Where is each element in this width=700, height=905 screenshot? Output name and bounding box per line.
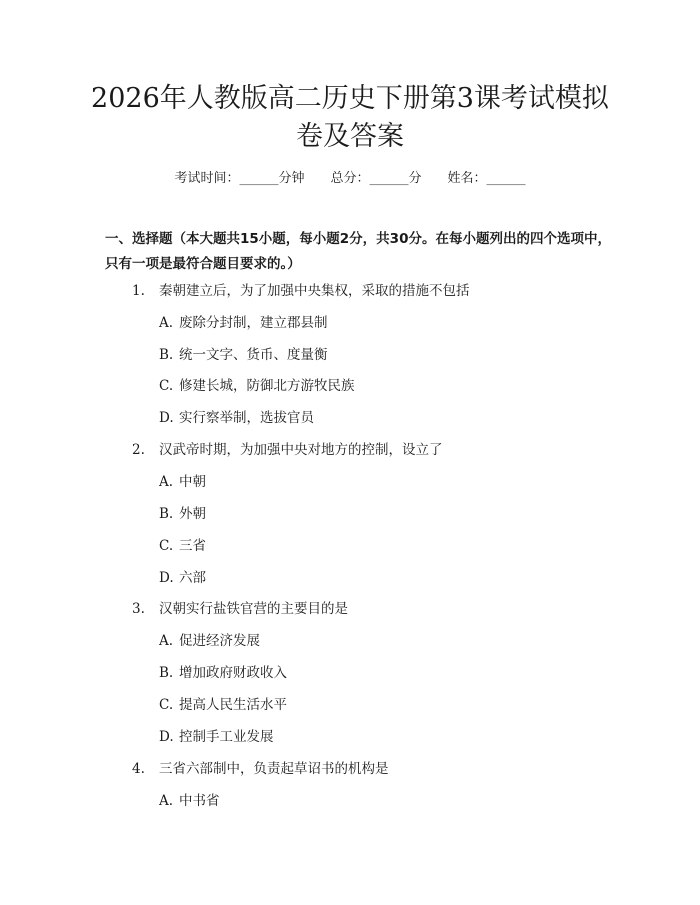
question-text: 秦朝建立后，为了加强中央集权，采取的措施不包括: [159, 283, 470, 299]
question-2-option-a: [159, 472, 206, 492]
question-3-option-c: [159, 695, 287, 715]
option-text: 中书省: [179, 793, 220, 809]
option-text: 修建长城，防御北方游牧民族: [179, 378, 355, 394]
question-2: [132, 440, 443, 460]
question-3: [132, 599, 348, 619]
question-1-option-a: [159, 313, 328, 333]
option-text: 控制手工业发展: [179, 729, 274, 745]
question-text: 汉朝实行盐铁官营的主要目的是: [159, 601, 348, 617]
question-text: 汉武帝时期，为加强中央对地方的控制，设立了: [159, 442, 443, 458]
question-1: [132, 281, 470, 301]
option-letter: B.: [159, 506, 174, 522]
question-1-option-d: [159, 408, 314, 428]
option-text: 废除分封制，建立郡县制: [179, 315, 328, 331]
option-text: 外朝: [179, 506, 206, 522]
question-1-option-b: [159, 345, 328, 365]
option-letter: D.: [159, 570, 174, 586]
question-3-option-d: [159, 727, 274, 747]
option-letter: A.: [159, 633, 174, 649]
question-number: 4.: [132, 761, 145, 777]
option-letter: D.: [159, 729, 174, 745]
option-letter: B.: [159, 347, 174, 363]
option-text: 六部: [179, 570, 206, 586]
option-text: 中朝: [179, 474, 206, 490]
student-name-field: 姓名：______: [447, 171, 526, 186]
option-letter: A.: [159, 315, 174, 331]
option-text: 三省: [179, 538, 206, 554]
question-2-option-b: [159, 504, 206, 524]
option-letter: C.: [159, 378, 174, 394]
option-letter: C.: [159, 538, 174, 554]
option-text: 统一文字、货币、度量衡: [179, 347, 328, 363]
option-letter: B.: [159, 665, 174, 681]
option-text: 增加政府财政收入: [179, 665, 287, 681]
question-1-option-c: [159, 376, 355, 396]
option-letter: D.: [159, 410, 174, 426]
section-heading: 一、选择题（本大题共15小题，每小题2分，共30分。在每小题列出的四个选项中，只有一项是最符合题目要求的。）: [105, 231, 611, 272]
option-letter: A.: [159, 474, 174, 490]
question-3-option-b: [159, 663, 287, 683]
exam-title-line-1: 2026年人教版高二历史下册第3课考试模拟: [91, 83, 609, 114]
question-4: [132, 759, 389, 779]
question-4-option-a: [159, 791, 220, 811]
option-text: 促进经济发展: [179, 633, 260, 649]
question-2-option-d: [159, 568, 206, 588]
option-letter: C.: [159, 697, 174, 713]
question-number: 1.: [132, 283, 145, 299]
question-text: 三省六部制中，负责起草诏书的机构是: [159, 761, 389, 777]
exam-title-line-2: 卷及答案: [296, 121, 404, 152]
total-score-field: 总分：______分: [330, 171, 422, 186]
exam-time-field: 考试时间：______分钟: [174, 171, 305, 186]
question-2-option-c: [159, 536, 206, 556]
option-letter: A.: [159, 793, 174, 809]
question-number: 3.: [132, 601, 145, 617]
question-number: 2.: [132, 442, 145, 458]
option-text: 提高人民生活水平: [179, 697, 287, 713]
question-3-option-a: [159, 631, 260, 651]
exam-meta: [0, 167, 700, 186]
option-text: 实行察举制，选拔官员: [179, 410, 314, 426]
